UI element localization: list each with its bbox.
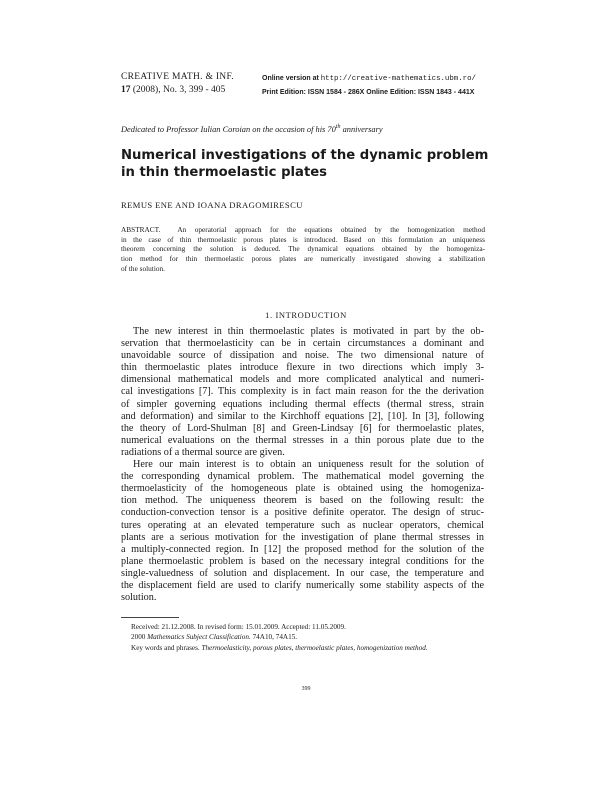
body-text: [121, 326, 484, 604]
volume-number: 17: [121, 85, 131, 95]
online-label: Online version at: [262, 75, 321, 82]
body-line: and deformation) and similar to the Kirchhoff equations [2], [10]. In [3], following: [121, 410, 484, 422]
body-line: numerical evaluations on the thermal stresses in a thin porous plate due to the: [121, 434, 484, 446]
abstract-line: theorem concerning the solution is deduced. The dynamical equations obtained by the homogeniza-: [121, 244, 485, 254]
body-line: a multiply-connected region. In [12] the proposed method for the solution of the: [121, 543, 484, 555]
body-line: tures operating at an elevated temperature such as nuclear operators, chemical: [121, 519, 484, 531]
body-line: cal investigations [7]. This complexity is in fact main reason for the the derivation: [121, 386, 484, 398]
abstract-line: in the case of thin thermoelastic porous plates is introduced. Based on this formulation an uniqueness: [121, 234, 485, 244]
body-line: conduction-convection tensor is a positive definite operator. The design of struc-: [121, 507, 484, 519]
body-line: plane thermoelastic problem is based on the necessary integral conditions for the: [121, 555, 484, 567]
abstract-label: ABSTRACT.: [121, 225, 161, 234]
edition-info: [262, 72, 476, 99]
issue-info: (2008), No. 3, 399 - 405: [130, 85, 226, 95]
body-line: of simpler governing equations including thermal effects (thermal stress, strain: [121, 398, 484, 410]
keywords-text: Thermoelasticity, porous plates, thermoelastic plates, homogenization method.: [199, 643, 428, 652]
footnote-divider: [121, 617, 179, 618]
body-line: dimensional mathematical models and more complicated analytical and numeri-: [121, 374, 484, 386]
paper-title: Numerical investigations of the dynamic problem in thin thermoelastic plates: [121, 148, 489, 180]
online-url[interactable]: http://creative-mathematics.ubm.ro/: [320, 75, 476, 83]
body-line: the theory of Lord-Shulman [8] and Green-Lindsay [6] for thermoelastic plates,: [121, 422, 484, 434]
print-edition-line: Print Edition: ISSN 1584 - 286X Online Edition: ISSN 1843 - 441X: [262, 89, 475, 96]
body-line: The new interest in thin thermoelastic plates is motivated in part by the ob-: [133, 326, 484, 337]
dedication: [121, 124, 383, 134]
section-heading: 1. INTRODUCTION: [265, 310, 347, 320]
body-line: single-valuedness of solution and displacement. In our case, the temperature and: [121, 567, 484, 579]
abstract: [121, 225, 485, 274]
body-line: solution.: [121, 592, 157, 604]
body-line: servation that thermoelasticity can be in certain circumstances a dominant and: [121, 338, 484, 350]
keywords: [131, 643, 428, 653]
online-version-line: [262, 72, 476, 86]
volume-line: [121, 84, 234, 97]
journal-name: CREATIVE MATH. & INF.: [121, 72, 234, 82]
abstract-line: tion method for thin thermoelastic porous plates are numerically investigated showing a stabilization: [121, 254, 485, 264]
footnotes: [131, 622, 428, 653]
journal-header: [121, 71, 234, 97]
msc-label: Mathematics Subject Classification.: [147, 633, 251, 642]
body-line: radiations of a thermal source are given.: [121, 446, 285, 458]
keywords-label: Key words and phrases.: [131, 643, 200, 652]
dedication-suffix: anniversary: [340, 124, 383, 134]
body-line: the displacement field are used to clarify numerically some stability aspects of the: [121, 579, 484, 591]
page-number: 399: [301, 686, 311, 692]
abstract-line: of the solution.: [121, 263, 165, 273]
body-line: plants are a serious motivation for the investigation of plane thermal stresses in: [121, 531, 484, 543]
body-line: unavoidable source of dissipation and noise. The two dimensional nature of: [121, 350, 484, 362]
dedication-superscript: th: [335, 124, 341, 130]
dedication-text: Dedicated to Professor Iulian Coroian on the occasion of his 70: [121, 124, 336, 134]
body-line: thin thermoelastic plates introduce flexure in two directions which imply 3-: [121, 362, 484, 374]
body-line: Here our main interest is to obtain an uniqueness result for the solution of: [133, 459, 484, 471]
body-line: the corresponding dynamical problem. The mathematical model governing the: [121, 471, 484, 483]
body-line: tion method. The uniqueness theorem is based on the following result: the: [121, 495, 484, 507]
body-line: thermoelasticity of the homogeneous plate is obtained using the homogeniza-: [121, 483, 484, 495]
authors: REMUS ENE AND IOANA DRAGOMIRESCU: [121, 200, 303, 210]
received-dates: Received: 21.12.2008. In revised form: 15.01.2009. Accepted: 11.05.2009.: [131, 623, 346, 631]
msc-classification: 2000 Mathematics Subject Classification. 74A10, 74A15.: [131, 633, 298, 642]
msc-codes: 74A10, 74A15.: [250, 633, 298, 642]
abstract-line: ABSTRACT. An operatorial approach for the equations obtained by the homogenization method: [121, 225, 485, 234]
